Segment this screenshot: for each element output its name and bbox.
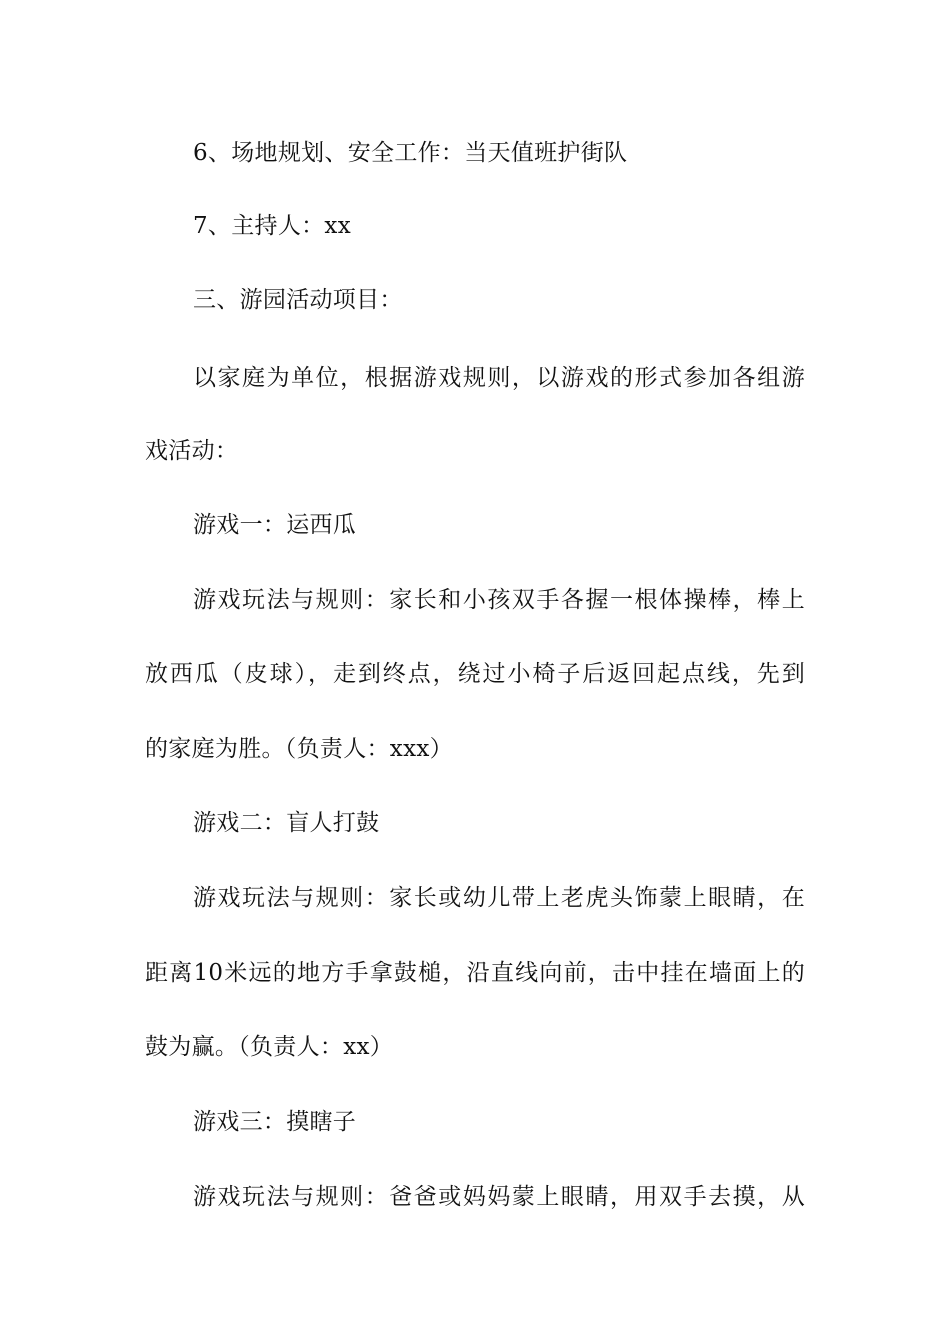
game-two-title: 游戏二：盲人打鼓 (193, 810, 380, 836)
game-one-rules-line-1: 游戏玩法与规则：家长和小孩双手各握一根体操棒，棒上 (193, 587, 805, 613)
game-one-rules-line-3: 的家庭为胜。（负责人：xxx） (145, 736, 453, 762)
paragraph-intro-line-2: 戏活动： (145, 438, 239, 464)
game-two-rules-line-3: 鼓为赢。（负责人：xx） (145, 1034, 394, 1060)
game-one-rules-line-2: 放西瓜（皮球），走到终点，绕过小椅子后返回起点线，先到 (145, 661, 805, 687)
item-host: 7、主持人：xx (193, 213, 351, 239)
game-one-title: 游戏一：运西瓜 (193, 512, 357, 538)
game-two-rules-line-1: 游戏玩法与规则：家长或幼儿带上老虎头饰蒙上眼睛，在 (193, 885, 805, 911)
item-venue-safety: 6、场地规划、安全工作：当天值班护街队 (193, 140, 628, 166)
section-heading-activities: 三、游园活动项目： (193, 287, 403, 313)
paragraph-intro-line-1: 以家庭为单位，根据游戏规则，以游戏的形式参加各组游 (193, 365, 805, 391)
game-two-rules-line-2: 距离10米远的地方手拿鼓槌，沿直线向前，击中挂在墙面上的 (145, 960, 805, 986)
game-three-title: 游戏三：摸瞎子 (193, 1109, 357, 1135)
game-three-rules-line-1: 游戏玩法与规则：爸爸或妈妈蒙上眼睛，用双手去摸，从 (193, 1184, 805, 1210)
